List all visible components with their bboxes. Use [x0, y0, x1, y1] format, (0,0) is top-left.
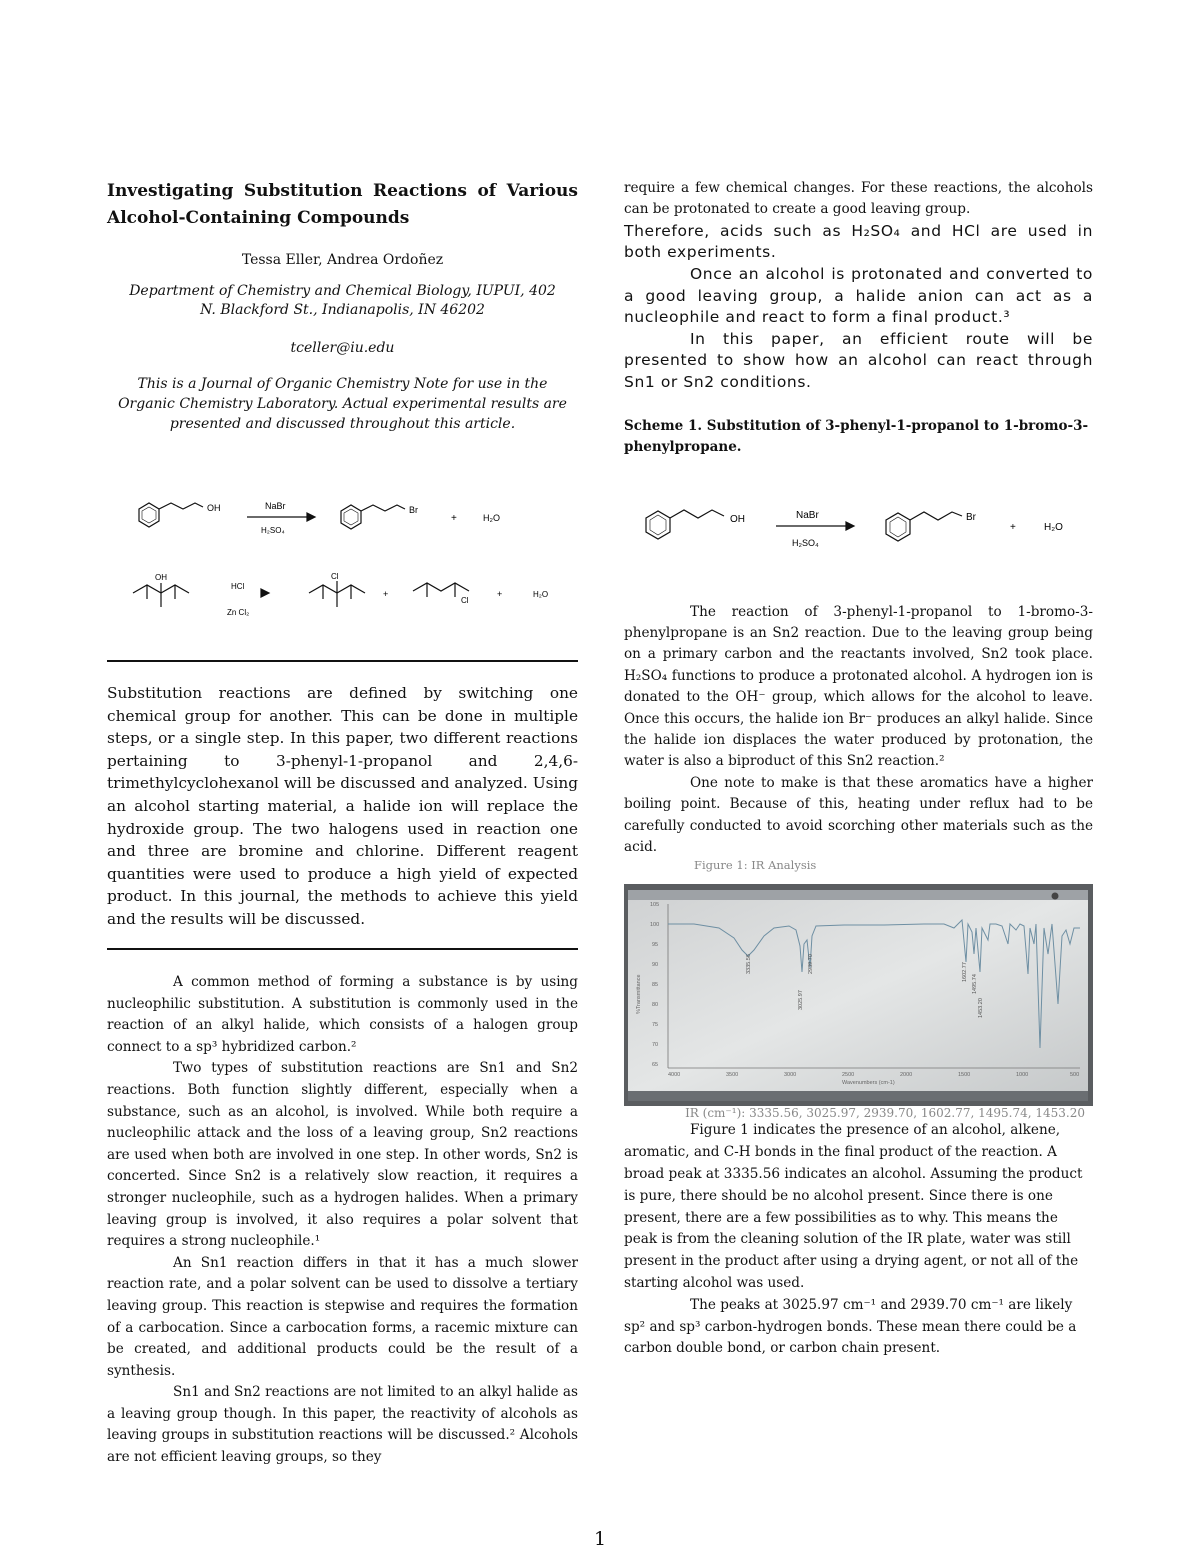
x-tick-label: 1500 — [958, 1072, 971, 1079]
y-tick-label: 80 — [652, 1002, 659, 1009]
screen-control-icon — [1052, 893, 1059, 900]
cl-label: Cl — [331, 572, 339, 581]
body-paragraph: Two types of substitution reactions are Sn1 and Sn2 reactions. Both function slightly different, especially when a substance, such as an alcohol, is involved. While both require a nucleophilic attack and the loss of a leaving group, Sn2 reactions are used when both are involved in one step. In other words, Sn2 is concerted. Since Sn2 is a relatively slow reaction, it requires a stronger nucleophile, such as a hydrogen halides. When a primary leaving group is involved, it also requires a polar solvent that requires a strong nucleophile.¹ — [107, 1060, 578, 1250]
y-tick-label: 85 — [652, 982, 659, 989]
paper-title: Investigating Substitution Reactions of Various Alcohol-Containing Compounds — [107, 181, 578, 228]
y-tick-label: 70 — [652, 1042, 659, 1049]
product-skeleton — [413, 583, 469, 591]
x-tick-label: 3000 — [784, 1072, 797, 1079]
body-paragraph: Once an alcohol is protonated and converted to a good leaving group, a halide anion can act as a nucleophile and react to form a final product.³ — [624, 265, 1093, 327]
x-tick-label: 2000 — [900, 1072, 913, 1079]
y-tick-label: 105 — [650, 902, 660, 909]
peak-label: 3335.56 — [746, 954, 752, 975]
body-paragraph: An Sn1 reaction differs in that it has a much slower reaction rate, and a polar solvent can be used to dissolve a tertiary leaving group. This reaction is stepwise and requires the formation of a carbocation. Since a carbocation forms, a racemic mixture can be created, and additional products could be the result of a synthesis. — [107, 1254, 578, 1379]
y-tick-label: 90 — [652, 962, 659, 969]
plus-sign: + — [451, 513, 457, 524]
results-body — [624, 602, 1093, 859]
water-label: H₂O — [533, 590, 549, 599]
propyl-chain — [670, 510, 724, 518]
water-label: H₂O — [1044, 521, 1063, 533]
abstract-top-rule — [107, 660, 578, 662]
right-column — [624, 178, 1093, 1360]
water-label: H₂O — [483, 513, 500, 523]
y-tick-label: 95 — [652, 942, 659, 949]
propyl-chain — [910, 512, 962, 520]
hcl-label: HCl — [231, 582, 245, 591]
y-tick-label: 75 — [652, 1022, 659, 1029]
ir-data-readout: IR (cm⁻¹): 3335.56, 3025.97, 2939.70, 1602.77, 1495.74, 1453.20 — [685, 1106, 1085, 1121]
abstract-scheme — [125, 485, 565, 625]
body-paragraph: The peaks at 3025.97 cm⁻¹ and 2939.70 cm⁻¹ are likely sp² and sp³ carbon-hydrogen bonds. These mean there could be a carbon double bond, or carbon chain present. — [624, 1296, 1077, 1357]
x-axis-title: Wavenumbers (cm-1) — [842, 1080, 895, 1087]
propyl-chain — [159, 503, 203, 509]
cl-label: Cl — [461, 596, 469, 605]
introduction-body — [107, 972, 578, 1469]
body-paragraph: Sn1 and Sn2 reactions are not limited to an alkyl halide as a leaving group though. In this paper, the reactivity of alcohols as leaving groups in substitution reactions will be discussed.² Alcohols are not efficient leaving groups, so they — [107, 1384, 578, 1466]
peak-label: 3025.97 — [798, 990, 804, 1011]
author-list: Tessa Eller, Andrea Ordoñez — [241, 252, 444, 268]
peak-label: 1453.20 — [978, 998, 984, 1019]
nabr-label: NaBr — [796, 509, 819, 521]
body-paragraph: Therefore, acids such as H₂SO₄ and HCl are used in both experiments. — [624, 221, 1093, 262]
x-tick-label: 500 — [1070, 1072, 1080, 1079]
body-paragraph: In this paper, an efficient route will be presented to show how an alcohol can react through Sn1 or Sn2 conditions. — [624, 329, 1093, 391]
propyl-chain — [361, 505, 405, 511]
h2so4-label: H₂SO₄ — [792, 537, 819, 548]
body-paragraph: One note to make is that these aromatics have a higher boiling point. Because of this, heating under reflux had to be carefully conducted to avoid scorching other materials such as the acid. — [624, 774, 1093, 856]
nabr-label: NaBr — [265, 501, 286, 511]
scheme-1 — [638, 488, 1078, 558]
br-label: Br — [966, 511, 976, 523]
front-matter — [107, 178, 578, 434]
peak-label: 2939.70 — [808, 954, 814, 975]
x-tick-label: 1000 — [1016, 1072, 1029, 1079]
zncl2-label: Zn Cl₂ — [227, 608, 250, 617]
body-paragraph: A common method of forming a substance is by using nucleophilic substitution. A substitution is commonly used in the reaction of an alkyl halide, which consists of a halogen group connect to a sp³ hybridized carbon.² — [107, 974, 578, 1055]
peak-label: 1602.77 — [962, 962, 968, 983]
y-tick-label: 100 — [650, 922, 660, 929]
affiliation-line-1: Department of Chemistry and Chemical Biology, IUPUI, 402 — [129, 283, 556, 299]
affiliation — [107, 282, 578, 320]
author-email[interactable]: tceller@iu.edu — [290, 340, 395, 356]
screen-status-bar — [628, 1091, 1088, 1101]
monitor-screen — [628, 890, 1088, 1096]
page-number: 1 — [593, 1528, 607, 1550]
x-tick-label: 3500 — [726, 1072, 739, 1079]
y-axis-title: %Transmittance — [636, 974, 642, 1015]
affiliation-line-2: N. Blackford St., Indianapolis, IN 46202 — [200, 302, 485, 318]
abstract: Substitution reactions are defined by switching one chemical group for another. This can be done in multiple steps, or a single step. In this paper, two different reactions pertaining to 3-phenyl-1-propanol and 2,4,6-trimethylcyclohexanol will be discussed and analyzed. Using an alcohol starting material, a halide ion will replace the hydroxide group. The two halogens used in reaction one and three are bromine and chlorine. Different reagent quantities were used to produce a high yield of expected product. In this journal, the methods to achieve this yield and the results will be discussed. — [107, 684, 578, 928]
oh-label: OH — [155, 573, 167, 582]
discussion-body — [624, 1120, 1093, 1360]
oh-label: OH — [207, 503, 221, 513]
body-paragraph: Figure 1 indicates the presence of an alcohol, alkene, aromatic, and C-H bonds in the final product of the reaction. A broad peak at 3335.56 indicates an alcohol. Assuming the product is pure, there should be no alcohol present. Since there is one present, there are a few possibilities as to why. This means the peak is from the cleaning solution of the IR plate, water was still present in the product after using a drying agent, or not all of the starting alcohol was used. — [624, 1122, 1083, 1292]
screen-titlebar — [628, 890, 1088, 900]
h2so4-label: H₂SO₄ — [261, 526, 285, 535]
ir-spectrum-figure — [624, 884, 1093, 1106]
oh-label: OH — [730, 513, 745, 525]
x-tick-label: 2500 — [842, 1072, 855, 1079]
peak-label: 1495.74 — [972, 974, 978, 995]
plus-sign: + — [497, 589, 503, 599]
plus-sign: + — [1010, 521, 1016, 533]
body-paragraph: require a few chemical changes. For these reactions, the alcohols can be protonated to create a good leaving group. — [624, 180, 1093, 218]
figure-caption: Figure 1: IR Analysis — [694, 858, 817, 873]
x-tick-label: 4000 — [668, 1072, 681, 1079]
abstract-bottom-rule — [107, 948, 578, 950]
journal-note: This is a Journal of Organic Chemistry Note for use in the Organic Chemistry Laboratory. Actual experimental results are presented and discussed throughout this article. — [118, 376, 567, 432]
scheme-caption: Scheme 1. Substitution of 3-phenyl-1-propanol to 1-bromo-3-phenylpropane. — [624, 417, 1089, 455]
y-tick-label: 65 — [652, 1062, 659, 1069]
body-paragraph: The reaction of 3-phenyl-1-propanol to 1-bromo-3-phenylpropane is an Sn2 reaction. Due to the leaving group being on a primary carbon and the reactants involved, Sn2 took place. H₂SO₄ functions to produce a protonated alcohol. A hydrogen ion is donated to the OH⁻ group, which allows for the alcohol to leave. Once this occurs, the halide ion Br⁻ produces an alkyl halide. Since the halide ion displaces the water produced by protonation, the water is also a biproduct of this Sn2 reaction.² — [624, 603, 1093, 770]
plus-sign: + — [383, 589, 389, 599]
br-label: Br — [409, 505, 418, 515]
